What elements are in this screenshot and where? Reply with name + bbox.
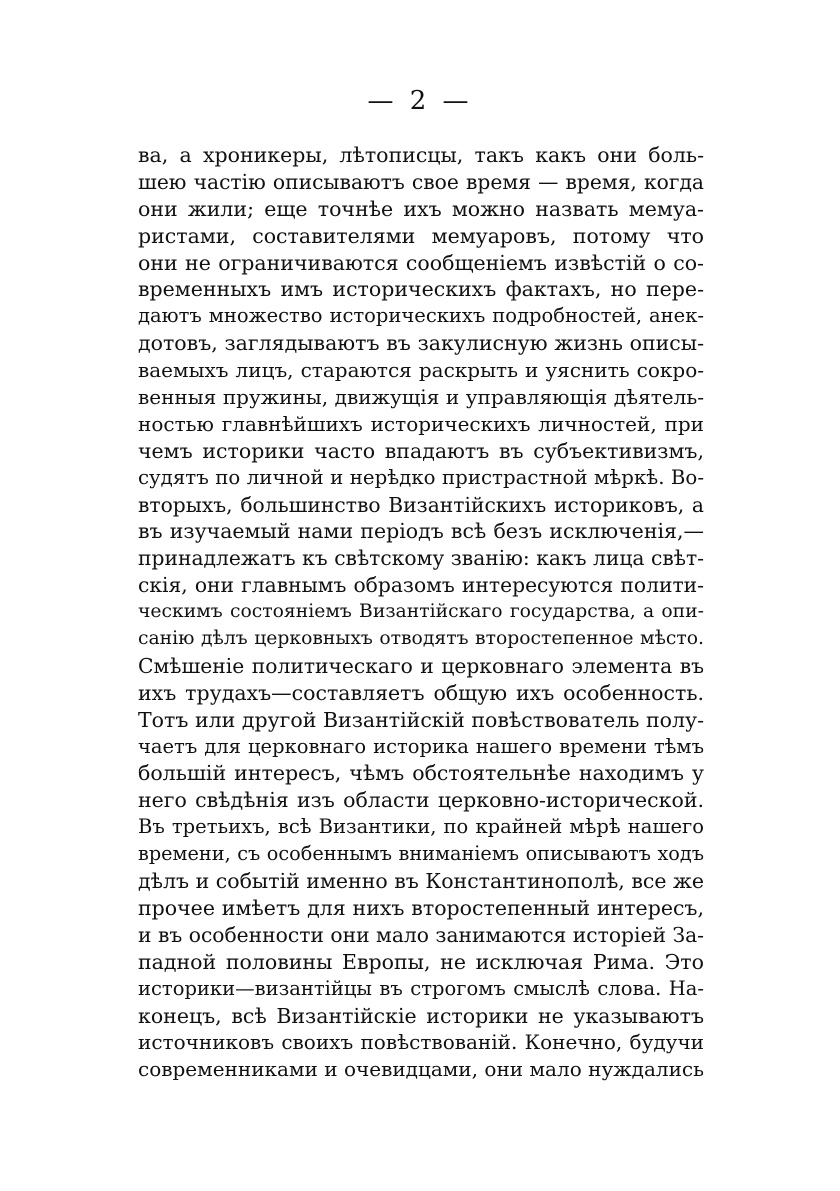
text-line: ваемыхъ лицъ, стараются раскрыть и уяснить сокро- [138, 358, 704, 383]
text-line: временныхъ имъ историческихъ фактахъ, но пере- [138, 277, 704, 302]
text-line: времени, съ особеннымъ вниманіемъ описываютъ ходъ [138, 842, 704, 866]
text-line: шею частію описываютъ свое время — время, когда [138, 169, 704, 194]
text-line: ностью главнѣйшихъ историческихъ личностей, при [138, 411, 704, 436]
text-line: современниками и очевидцами, они мало нуждались [138, 1057, 704, 1082]
text-line: они не ограничиваются сообщеніемъ извѣстій о со- [138, 250, 704, 275]
text-line: они жили; еще точнѣе ихъ можно назвать мемуа- [138, 196, 704, 221]
text-line: Въ третьихъ, всѣ Византики, по крайней мѣрѣ нашего [138, 815, 704, 839]
text-line: источниковъ своихъ повѣствованій. Конечно, будучи [138, 1030, 704, 1055]
text-line: историки—византійцы въ строгомъ смыслѣ слова. На- [138, 976, 704, 1000]
text-line: судятъ по личной и нерѣдко пристрастной мѣркѣ. Во- [138, 465, 704, 489]
text-line: скія, они главнымъ образомъ интересуются полити- [138, 573, 704, 598]
text-line: и въ особенности они мало занимаются исторіей За- [138, 922, 704, 947]
text-line: конецъ, всѣ Византійскіе историки не указываютъ [138, 1003, 704, 1028]
text-line: чаетъ для церковнаго историка нашего времени тѣмъ [138, 734, 704, 758]
text-line: принадлежатъ къ свѣтскому званію: какъ лица свѣт- [138, 546, 704, 571]
text-line: Смѣшеніе политическаго и церковнаго элемента въ [138, 653, 704, 678]
body-text [138, 142, 704, 1083]
text-line: санію дѣлъ церковныхъ отводятъ второстепенное мѣсто. [138, 628, 704, 650]
text-line: ихъ трудахъ—составляетъ общую ихъ особенность. [138, 680, 704, 705]
text-line: ческимъ состояніемъ Византійскаго государства, а опи- [138, 601, 704, 623]
text-line: дотовъ, заглядываютъ въ закулисную жизнь описы- [138, 331, 704, 356]
text-line: вторыхъ, большинство Византійскихъ историковъ, а [138, 492, 704, 517]
text-line: чемъ историки часто впадаютъ въ субъективизмъ, [138, 438, 704, 463]
text-line: даютъ множество историческихъ подробностей, анек- [138, 304, 704, 328]
text-line: дѣлъ и событій именно въ Константинополѣ, все же [138, 869, 704, 894]
page-number: — 2 — [367, 86, 473, 116]
text-line: венныя пружины, движущія и управляющія дѣятель- [138, 385, 704, 410]
text-line: въ изучаемый нами періодъ всѣ безъ исключенія,— [138, 519, 704, 544]
text-line: Тотъ или другой Византійскій повѣствователь полу- [138, 707, 704, 732]
text-line: падной половины Европы, не исключая Рима. Это [138, 949, 704, 974]
text-line: ристами, составителями мемуаровъ, потому что [138, 223, 704, 248]
text-line: ва, а хроникеры, лѣтописцы, такъ какъ они боль- [138, 143, 704, 167]
text-line: него свѣдѣнія изъ области церковно-исторической. [138, 788, 704, 813]
text-line: прочее имѣетъ для нихъ второстепенный интересъ, [138, 895, 704, 920]
text-line: большій интересъ, чѣмъ обстоятельнѣе находимъ у [138, 761, 704, 786]
